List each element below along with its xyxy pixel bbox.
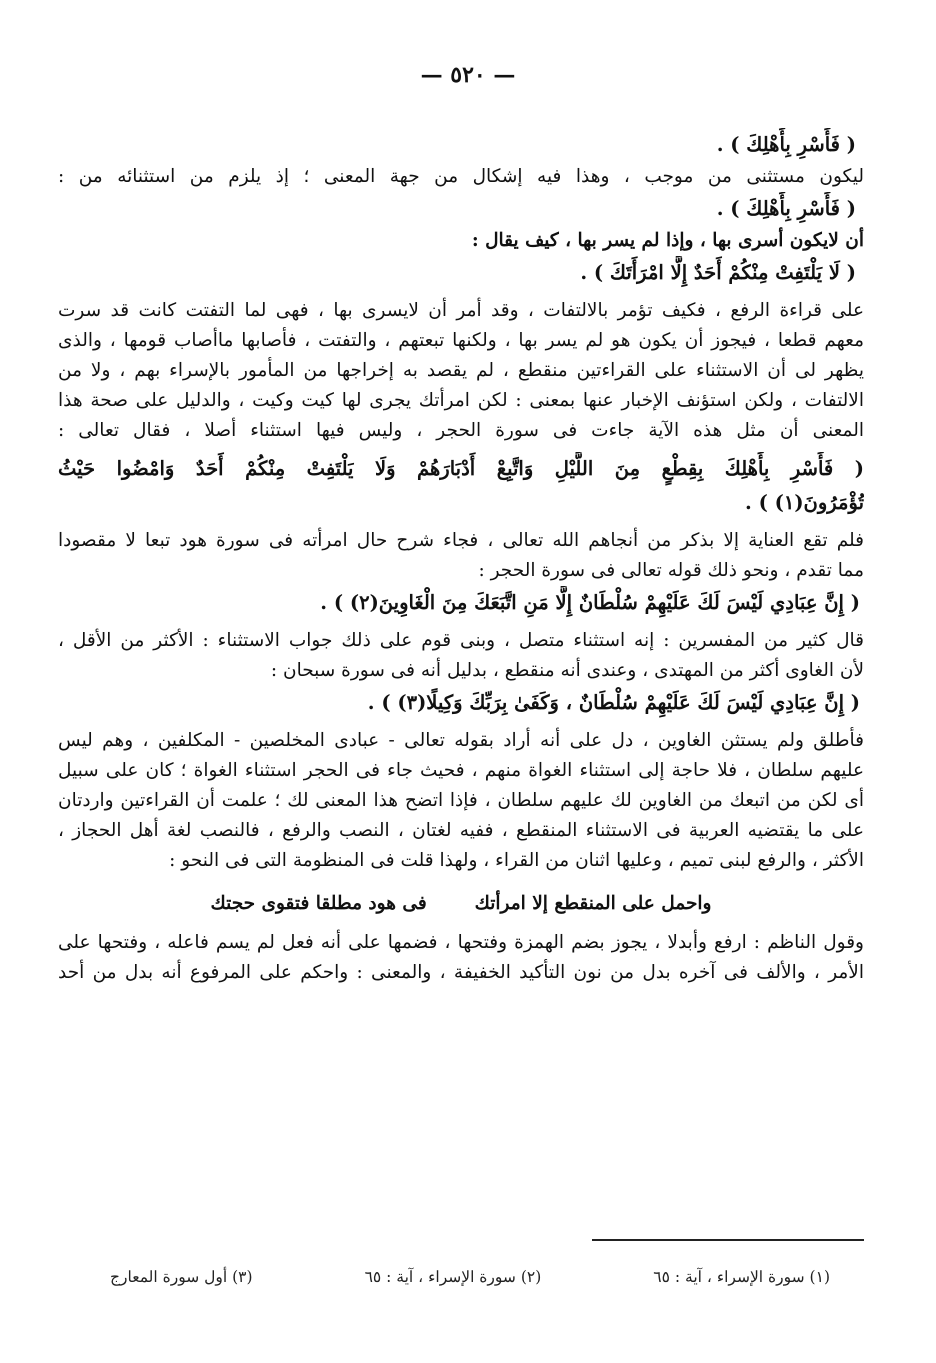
text-line: الأمر ، والألف فى آخره بدل من نون التأكيد الخفيفة ، والمعنى : واحكم على المرفوع أنه بدل من أحد <box>58 962 864 983</box>
footnote-3: (٣) أول سورة المعارج <box>110 1268 253 1286</box>
text-line: فأطلق ولم يستثن الغاوين ، دل على أنه أراد بقوله تعالى - عبادى المخلصين - المكلفين ، وهم ليس <box>58 730 864 751</box>
text-line: معهم قطعا ، فيجوز أن يكون هو لم يسر بها ، ولكنها تبعتهم ، والتفتت ، فأصابها ماأصاب قومها ، والذى <box>58 330 864 351</box>
text-line: المعنى أن مثل هذه الآية جاءت فى سورة الحجر ، وليس فيها استثناء أصلا ، فقال تعالى : <box>58 420 864 441</box>
text-line: عليهم سلطان ، فلا حاجة إلى استثناء الغواة منهم ، فحيث جاء فى الحجر استثناء الغواة ؛ كان على سبيل <box>58 760 864 781</box>
quran-quote: ( إِنَّ عِبَادِي لَيْسَ لَكَ عَلَيْهِمْ سُلْطَانٌ ، وَكَفَىٰ بِرَبِّكَ وَكِيلًا(٣) ) . <box>367 691 860 714</box>
text-line: مما تقدم ، ونحو ذلك قوله تعالى فى سورة الحجر : <box>478 560 864 581</box>
poem-hemistich-right: واحمل على المنقطع إلا امرأتك <box>474 893 712 914</box>
quran-quote: ( إِنَّ عِبَادِي لَيْسَ لَكَ عَلَيْهِمْ سُلْطَانٌ إِلَّا مَنِ اتَّبَعَكَ مِنَ الْغَاوِينَ(٢) ) . <box>320 591 860 614</box>
text-line: الالتفات ، ولكن استؤنف الإخبار عنها بمعنى : لكن امرأتك يجرى لها كيت وكيت ، والدليل على صحة هذا <box>58 390 864 411</box>
quran-quote: تُؤْمَرُونَ(١) ) . <box>745 491 864 514</box>
quran-quote: ( لَا يَلْتَفِتْ مِنْكُمْ أَحَدٌ إِلَّا امْرَأَتَكَ ) . <box>580 261 856 284</box>
quran-quote: ( فَأَسْرِ بِأَهْلِكَ ) . <box>716 197 856 220</box>
quran-quote: ( فَأَسْرِ بِأَهْلِكَ ) . <box>716 133 856 156</box>
text-line: أن لايكون أسرى بها ، وإذا لم يسر بها ، كيف يقال : <box>471 230 864 251</box>
quran-quote: ( فَأَسْرِ بِأَهْلِكَ بِقِطْعٍ مِنَ اللَّيْلِ وَاتَّبِعْ أَدْبَارَهُمْ وَلَا يَلْتَفِتْ مِنْكُمْ أَحَدٌ وَامْضُوا حَيْثُ <box>58 457 864 480</box>
text-line: على ما يقتضيه العربية فى الاستثناء المنقطع ، ففيه لغتان ، النصب والرفع ، فالنصب لغة أهل الحجاز ، <box>58 820 864 841</box>
footnotes <box>110 1268 830 1286</box>
footnote-2: (٢) سورة الإسراء ، آية : ٦٥ <box>364 1268 542 1286</box>
text-line: يظهر لى أن الاستثناء على القراءتين منقطع ، لم يقصد به إخراجها من المأمور بالإسراء بهم ، ولا من <box>58 360 864 381</box>
text-line: قال كثير من المفسرين : إنه استثناء متصل ، وبنى قوم على ذلك جواب الاستثناء : الأكثر من الأقل ، <box>58 630 864 651</box>
main-text <box>58 128 864 988</box>
text-line: ليكون مستثنى من موجب ، وهذا فيه إشكال من جهة المعنى ؛ إذ يلزم من استثنائه من : <box>58 166 864 187</box>
poem-verse <box>58 886 864 922</box>
footnote-1: (١) سورة الإسراء ، آية : ٦٥ <box>653 1268 830 1286</box>
text-line: الأكثر ، والرفع لبنى تميم ، وعليها اثنان من القراء ، ولهذا قلت فى المنظومة التى فى النحو : <box>169 850 864 871</box>
text-line: على قراءة الرفع ، فكيف تؤمر بالالتفات ، وقد أمر أن لايسرى بها ، فهى لما التفتت كانت قد سرت <box>58 300 864 321</box>
text-line: لأن الغاوى أكثر من المهتدى ، وعندى أنه منقطع ، بدليل أنه فى سورة سبحان : <box>270 660 864 681</box>
poem-hemistich-left: فى هود مطلقا فتقوى حجتك <box>210 893 427 914</box>
text-line: أى لكن من اتبعك من الغاوين لك عليهم سلطان ، فإذا اتضح هذا المعنى لك ؛ علمت أن القراءتين واردتان <box>58 790 864 811</box>
text-line: فلم تقع العناية إلا بذكر من أنجاهم الله تعالى ، فجاء شرح حال امرأته فى سورة هود تبعا لا مقصودا <box>58 530 864 551</box>
text-line: وقول الناظم : ارفع وأبدلا ، يجوز بضم الهمزة وفتحها ، فضمها على أنه فعل لم يسم فاعله ، وفتحها على <box>58 932 864 953</box>
footnote-divider <box>592 1239 864 1241</box>
page-number: — ٥٢٠ — <box>420 62 516 88</box>
